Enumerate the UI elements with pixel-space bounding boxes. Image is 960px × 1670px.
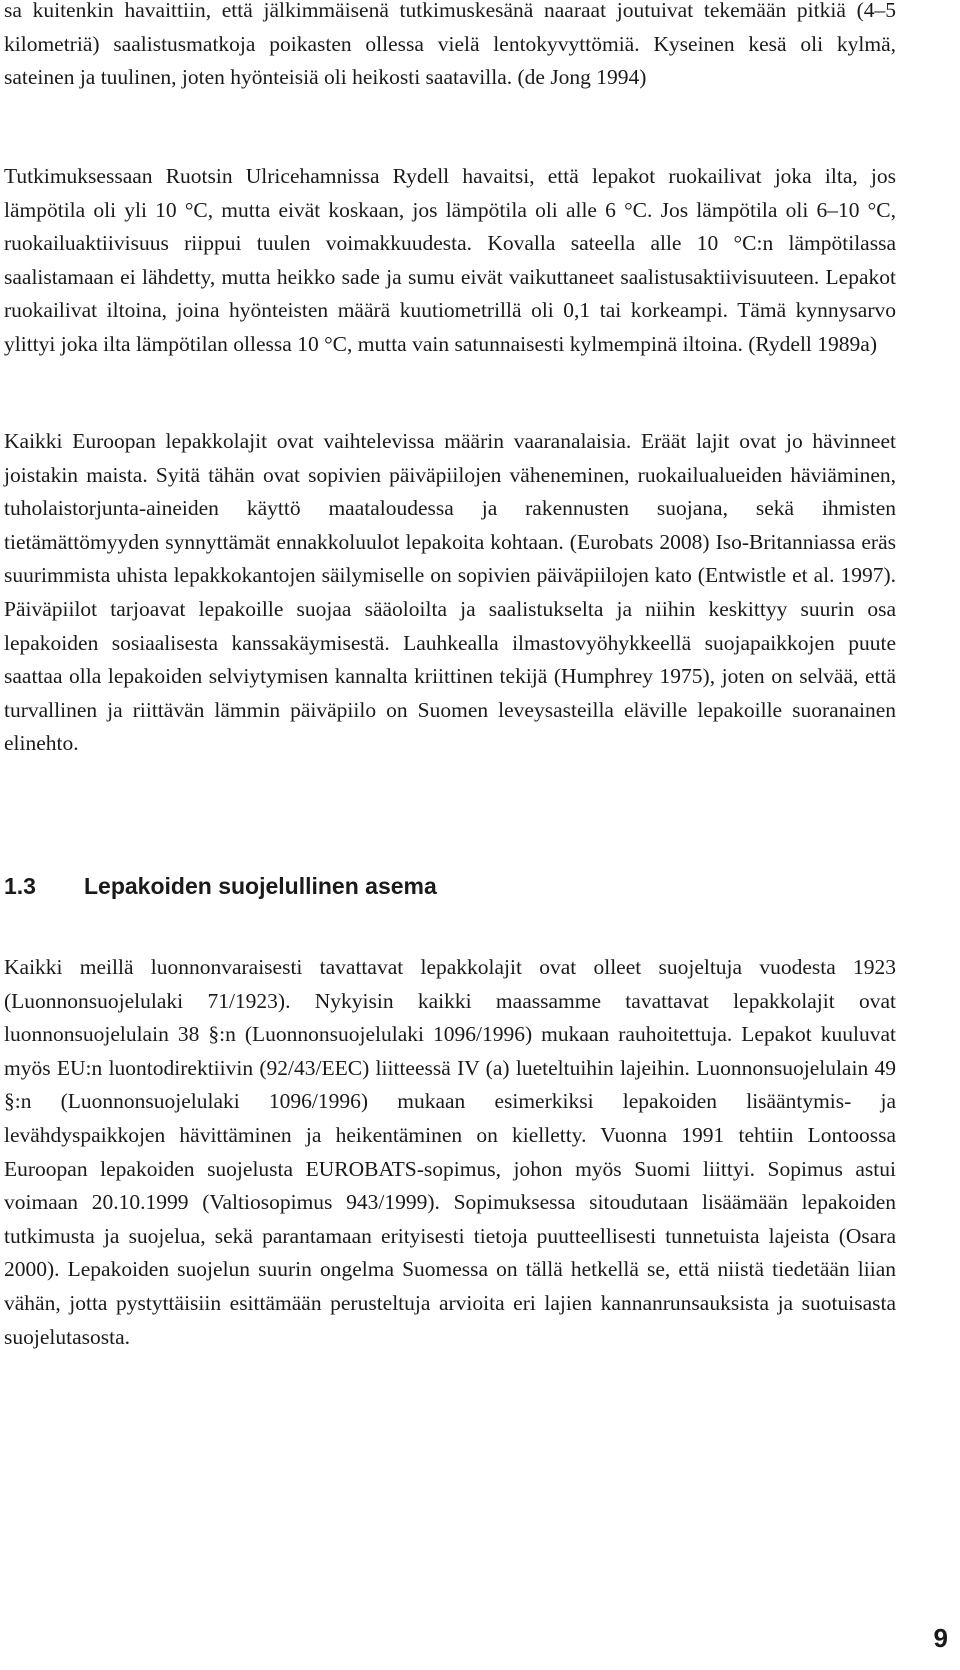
- section-number: 1.3: [4, 873, 36, 899]
- paragraph-european-bat-threats: Kaikki Euroopan lepakkolajit ovat vaihtelevissa määrin vaaranalaisia. Eräät lajit ovat jo hävinneet joistakin maista. Syitä tähän ovat sopivien päiväpiilojen väheneminen, ruokailualueiden häviäminen, tuholaistorjunta-aineiden käyttö maataloudessa ja rakennusten suojana, sekä ihmisten tietämättömyyden synnyttämät ennakkoluulot lepakoita kohtaan. (Eurobats 2008) Iso-Britanniassa eräs suurimmista uhista lepakkokantojen säilymiselle on sopivien päiväpiilojen kato (Entwistle et al. 1997). Päiväpiilot tarjoavat lepakoille suojaa sääoloilta ja saalistukselta ja niihin keskittyy suurin osa lepakoiden sosiaalisesta kanssakäymisestä. Lauhkealla ilmastovyöhykkeellä suojapaikkojen puute saattaa olla lepakoiden selviytymisen kannalta kriittinen tekijä (Humphrey 1975), joten on selvää, että turvallinen ja riittävän lämmin päiväpiilo on Suomen leveysasteilla eläville lepakoille suoranainen elinehto.: [4, 429, 896, 756]
- paragraph-bat-protection-law: Kaikki meillä luonnonvaraisesti tavattavat lepakkolajit ovat olleet suojeltuja vuodesta 1923 (Luonnonsuojelulaki 71/1923). Nykyisin kaikki maassamme tavattavat lepakkolajit ovat luonnonsuojelulain 38 §:n (Luonnonsuojelulaki 1096/1996) mukaan rauhoitettuja. Lepakot kuuluvat myös EU:n luontodirektiivin (92/43/EEC) liitteessä IV (a) lueteltuihin lajeihin. Luonnonsuojelulain 49 §:n (Luonnonsuojelulaki 1096/1996) mukaan esimerkiksi lepakoiden lisääntymis- ja levähdyspaikkojen hävittäminen ja heikentäminen on kielletty. Vuonna 1991 tehtiin Lontoossa Euroopan lepakoiden suojelusta EUROBATS-sopimus, johon myös Suomi liittyi. Sopimus astui voimaan 20.10.1999 (Valtiosopimus 943/1999). Sopimuksessa sitoudutaan lisäämään lepakoiden tutkimusta ja suojelua, sekä parantamaan erityisesti tietoja puutteellisesti tunnetuista lajeista (Osara 2000). Lepakoiden suojelun suurin ongelma Suomessa on tällä hetkellä se, että niistä tiedetään liian vähän, jotta pystyttäisiin esittämään perusteltuja arvioita eri lajien kannanrunsauksista ja suotuisasta suojelutasosta.: [4, 955, 896, 1349]
- paragraph-rydell-temperature-study: Tutkimuksessaan Ruotsin Ulricehamnissa Rydell havaitsi, että lepakot ruokailivat joka ilta, jos lämpötila oli yli 10 °C, mutta eivät koskaan, jos lämpötila oli alle 6 °C. Jos lämpötila oli 6–10 °C, ruokailuaktiivisuus riippui tuulen voimakkuudesta. Kovalla sateella alle 10 °C:n lämpötilassa saalistamaan ei lähdetty, mutta heikko sade ja sumu eivät vaikuttaneet saalistusaktiivisuuteen. Lepakot ruokailivat iltoina, joina hyönteisten määrä kuutiometrillä oli 0,1 tai korkeampi. Tämä kynnysarvo ylittyi joka ilta lämpötilan ollessa 10 °C, mutta vain satunnaisesti kylmempinä iltoina. (Rydell 1989a): [4, 164, 896, 356]
- section-heading: [4, 866, 437, 906]
- page-number: 9: [933, 1623, 948, 1653]
- paragraph-bat-foraging-trips: sa kuitenkin havaittiin, että jälkimmäisenä tutkimuskesänä naaraat joutuivat tekemään pitkiä (4–5 kilometriä) saalistusmatkoja poikasten ollessa vielä lentokyvyttömiä. Kyseinen kesä oli kylmä, sateinen ja tuulinen, joten hyönteisiä oli heikosti saatavilla. (de Jong 1994): [4, 0, 896, 90]
- section-title: Lepakoiden suojelullinen asema: [84, 873, 437, 899]
